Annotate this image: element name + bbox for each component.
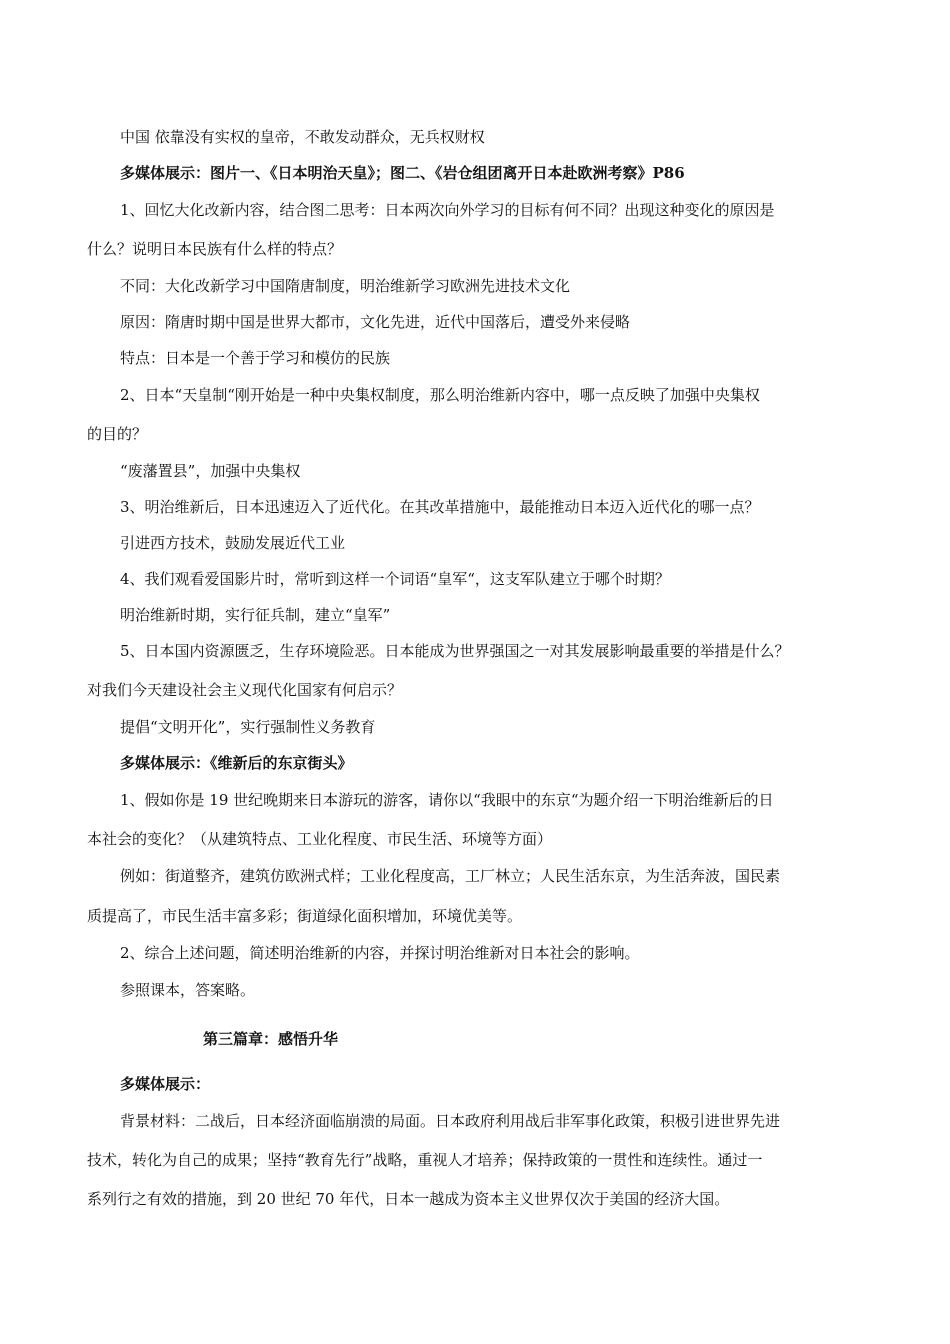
question-line-cont: 对我们今天建设社会主义现代化国家有何启示？ [87,681,403,699]
answer-line: 引进西方技术，鼓励发展近代工业 [120,534,346,552]
paragraph-line-cont: 技术，转化为自己的成果；坚持“教育先行”战略，重视人才培养；保持政策的一贯性和连续性。通过一 [87,1151,763,1169]
section-heading: 多媒体展示：图片一、《日本明治天皇》；图二、《岩仓组团离开日本赴欧洲考察》P86 [120,164,685,182]
question-line: 2、综合上述问题，简述明治维新的内容，并探讨明治维新对日本社会的影响。 [120,944,640,962]
answer-line: 特点：日本是一个善于学习和模仿的民族 [120,349,391,367]
question-line: 1、假如你是 19 世纪晚期来日本游玩的游客，请你以“我眼中的东京“为题介绍一下明治维新后的日 [120,791,774,809]
chapter-title: 第三篇章：感悟升华 [203,1030,339,1048]
answer-line: 原因：隋唐时期中国是世界大都市，文化先进，近代中国落后，遭受外来侵略 [120,313,631,331]
answer-line: 明治维新时期，实行征兵制，建立“皇军” [120,606,391,624]
section-heading: 多媒体展示： [120,1075,211,1093]
text-line: 中国 依靠没有实权的皇帝，不敢发动群众，无兵权财权 [120,128,485,146]
question-line: 2、日本“天皇制“刚开始是一种中央集权制度，那么明治维新内容中，哪一点反映了加强中央集权 [120,386,760,404]
question-line-cont: 本社会的变化？（从建筑特点、工业化程度、市民生活、环境等方面） [87,830,553,848]
question-line: 1、回忆大化改新内容，结合图二思考：日本两次向外学习的目标有何不同？出现这种变化的原因是 [120,201,775,219]
question-line: 3、明治维新后，日本迅速迈入了近代化。在其改革措施中，最能推动日本迈入近代化的哪一点？ [120,498,760,516]
paragraph-line: 背景材料：二战后，日本经济面临崩溃的局面。日本政府利用战后非军事化政策，积极引进世界先进 [120,1112,781,1130]
question-line-cont: 什么？说明日本民族有什么样的特点？ [87,240,343,258]
answer-line: 不同：大化改新学习中国隋唐制度，明治维新学习欧洲先进技术文化 [120,277,571,295]
paragraph-line-cont: 系列行之有效的措施，到 20 世纪 70 年代，日本一越成为资本主义世界仅次于美国的经济大国。 [87,1190,730,1208]
answer-line: 例如：街道整齐，建筑仿欧洲式样；工业化程度高，工厂林立；人民生活东京，为生活奔波，国民素 [120,867,781,885]
question-line-cont: 的目的？ [87,425,148,443]
answer-line: 参照课本，答案略。 [120,981,256,999]
section-heading: 多媒体展示：《维新后的东京街头》 [120,754,353,772]
question-line: 4、我们观看爱国影片时，常听到这样一个词语“皇军“，这支军队建立于哪个时期？ [120,570,670,588]
answer-line: 提倡“文明开化”，实行强制性义务教育 [120,718,376,736]
question-line: 5、日本国内资源匮乏，生存环境险恶。日本能成为世界强国之一对其发展影响最重要的举措是什么？ [120,642,790,660]
answer-line-cont: 质提高了，市民生活丰富多彩；街道绿化面积增加，环境优美等。 [87,907,523,925]
answer-line: “废藩置县”，加强中央集权 [120,462,301,480]
